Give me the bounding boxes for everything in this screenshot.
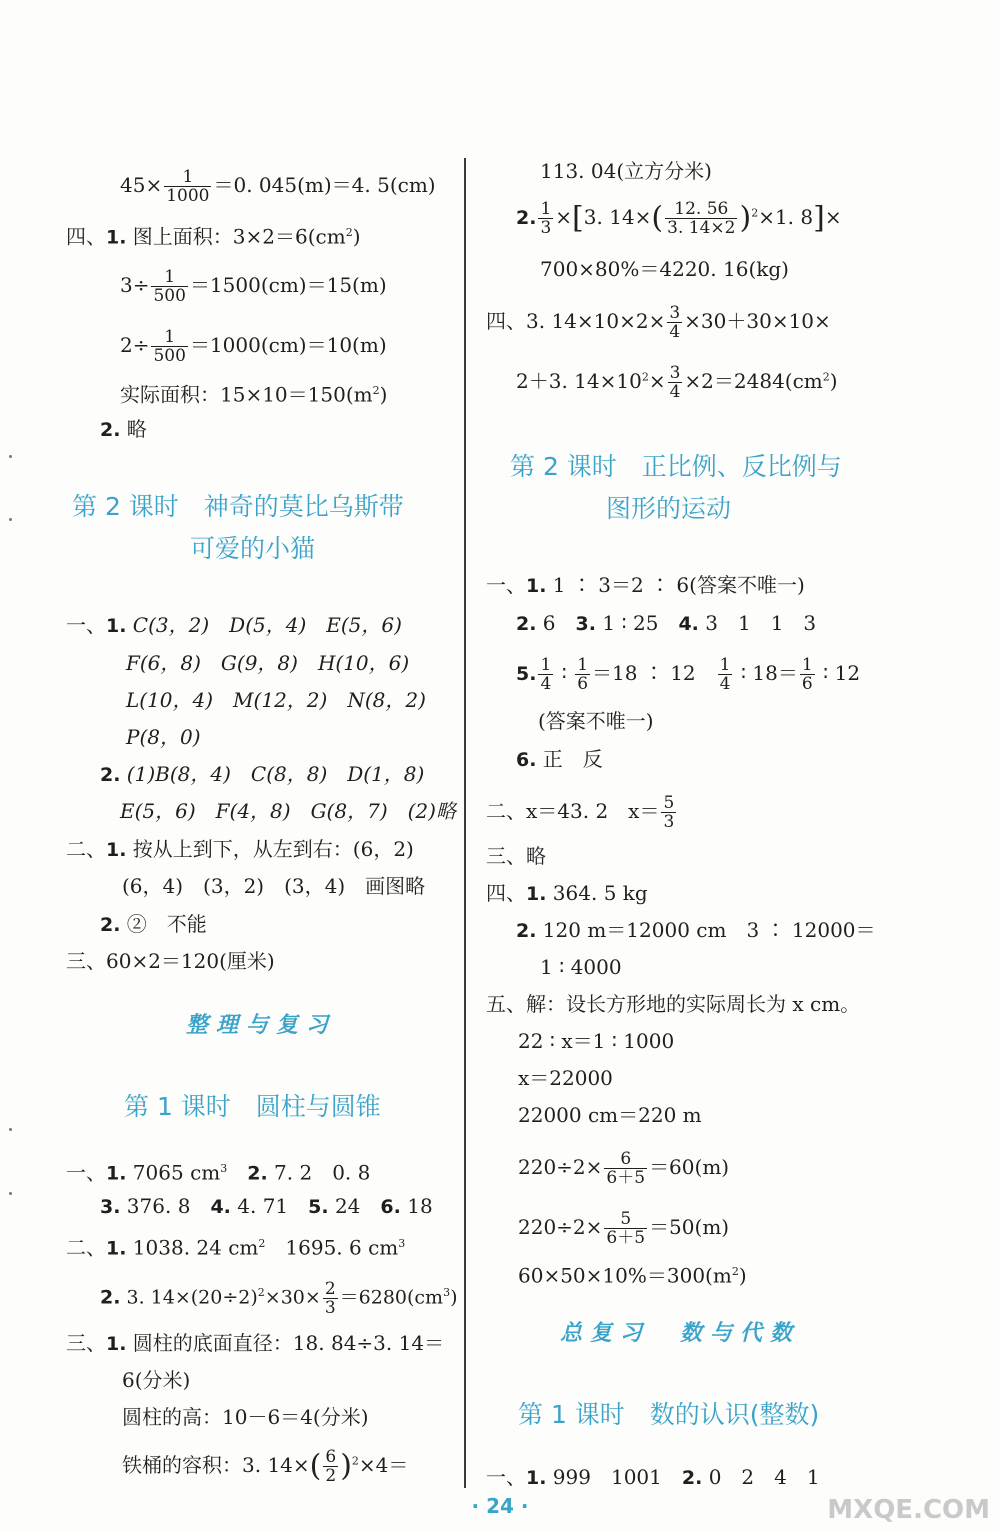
answer-line: 2. 6 3. 1 ∶ 25 4. 3 1 1 3	[516, 611, 817, 635]
answer-line: 四、1. 图上面积：$3\times 2=6(cm^2)$	[66, 224, 361, 249]
answer-line: 一、1. C(3，2) D(5，4) E(5，6)	[66, 613, 402, 637]
answer-line: (6，4) (3，2) (3，4) 画图略	[122, 874, 426, 898]
answer-line: 2. 略	[100, 417, 147, 441]
fraction: $\frac{3}{4}$	[669, 303, 681, 342]
fraction: $\frac{1}{1000}$	[166, 167, 210, 206]
answer-line: 圆柱的高：10－6＝4(分米)	[122, 1405, 369, 1429]
answer-line: 2. ② 不能	[100, 912, 207, 936]
answer-line: $60\times 50\times 10\%=300(m^2)$	[518, 1263, 747, 1288]
answer-line: 2. $\frac{1}{3}$ ×[3. 14×( $\frac{12. 56}{3. 14\times 2}$ )$^2$×1. 8]×	[516, 199, 842, 238]
answer-line: 3÷ $\frac{1}{500}$ ＝1500(cm)＝15(m)	[120, 267, 387, 306]
section-heading: 第 1 课时 数的认识(整数)	[518, 1400, 820, 1429]
answer-line: L(10，4) M(12，2) N(8，2)	[126, 688, 426, 712]
fraction: $\frac{1}{500}$	[153, 327, 186, 366]
answer-line: 22000 cm＝220 m	[518, 1103, 702, 1127]
answer-line: 6. 正 反	[516, 747, 603, 771]
answer-line: F(6，8) G(9，8) H(10，6)	[126, 651, 410, 675]
answer-line: 220÷2× $\frac{5}{6+5}$ ＝50(m)	[518, 1209, 730, 1248]
section-heading: 图形的运动	[606, 494, 732, 523]
answer-line: 三、略	[486, 844, 546, 868]
answer-line: 45× $\frac{1}{1000}$ ＝0. 045(m)＝4. 5(cm)	[120, 167, 436, 206]
watermark: MXQE.COM	[827, 1495, 990, 1525]
fraction: $\frac{3}{4}$	[669, 363, 681, 402]
answer-line: 四、3. 14×10×2× $\frac{3}{4}$ ×30＋30×10×	[486, 303, 831, 342]
answer-line: 三、1. 圆柱的底面直径：18. 84÷3. 14＝	[66, 1331, 445, 1355]
section-heading: 第 2 课时 神奇的莫比乌斯带	[72, 492, 404, 521]
answer-line: 2＋3. $14\times 10^2\times$ $\frac{3}{4}$ $\times 2=2484(cm^2)$	[516, 363, 838, 402]
fraction: $\frac{1}{6}$	[801, 655, 813, 694]
answer-line: (答案不唯一)	[538, 709, 654, 733]
answer-line: 220÷2× $\frac{6}{6+5}$ ＝60(m)	[518, 1149, 730, 1188]
fraction: $\frac{1}{6}$	[577, 655, 589, 694]
answer-line: 113. 04(立方分米)	[540, 159, 712, 183]
answer-line: 6(分米)	[122, 1368, 191, 1392]
answer-line: 22 ∶ x＝1 ∶ 1000	[518, 1029, 675, 1053]
answer-line: 四、1. 364. 5 kg	[486, 881, 648, 905]
answer-line: 2. 120 m＝12000 cm 3 ∶ 12000＝	[516, 918, 876, 942]
scan-mark	[9, 1128, 12, 1131]
fraction: $\frac{6}{6+5}$	[606, 1149, 646, 1188]
section-heading: 第 2 课时 正比例、反比例与	[510, 452, 842, 481]
column-divider	[464, 158, 466, 1488]
fraction: $\frac{6}{2}$	[325, 1447, 337, 1486]
answer-line: 700×80%＝4220. 16(kg)	[540, 257, 789, 281]
fraction: $\frac{5}{3}$	[663, 793, 675, 832]
answer-line: 3. 376. 8 4. 4. 71 5. 24 6. 18	[100, 1194, 433, 1218]
answer-line: 实际面积：$15\times 10=150(m^2)$	[120, 382, 388, 407]
scan-mark	[9, 1192, 12, 1195]
fraction: $\frac{1}{4}$	[719, 655, 731, 694]
fraction: $\frac{2}{3}$	[324, 1279, 336, 1318]
answer-line: 5. $\frac{1}{4}$ ∶ $\frac{1}{6}$ ＝18 ∶ 12 $\frac{1}{4}$ ∶ 18＝ $\frac{1}{6}$ ∶ 12	[516, 655, 861, 694]
answer-line: 1 ∶ 4000	[540, 955, 622, 979]
scan-mark	[9, 518, 12, 521]
answer-line: 一、1. 7065 $cm^3$ 2. 7. 2 0. 8	[66, 1160, 371, 1185]
answer-line: 一、1. 1 ∶ 3＝2 ∶ 6(答案不唯一)	[486, 573, 805, 597]
answer-line: 2. 3. $14\times(20\div 2)^2\times 30\times$ $\frac{2}{3}$ $=6280(cm^3)$	[100, 1279, 458, 1318]
answer-line: P(8，0)	[126, 725, 201, 749]
fraction: $\frac{5}{6+5}$	[606, 1209, 646, 1248]
answer-line: 2. (1)B(8，4) C(8，8) D(1，8)	[100, 762, 425, 786]
answer-line: 2÷ $\frac{1}{500}$ ＝1000(cm)＝10(m)	[120, 327, 387, 366]
answer-line: 铁桶的容积：3. 14×( $\frac{6}{2}$ )$^2$×4＝	[122, 1447, 409, 1486]
section-heading: 总复习 数与代数	[560, 1321, 801, 1346]
section-heading: 整理与复习	[186, 1013, 337, 1038]
answer-line: 二、x＝43. 2 x＝ $\frac{5}{3}$	[486, 793, 675, 832]
answer-line: 三、60×2＝120(厘米)	[66, 949, 275, 973]
section-heading: 第 1 课时 圆柱与圆锥	[124, 1092, 381, 1121]
answer-line: 二、1. 1038. 24 $cm^2$ 1695. 6 $cm^3$	[66, 1235, 406, 1260]
answer-line: 一、1. 999 1001 2. 0 2 4 1	[486, 1465, 820, 1489]
page-number: · 24 ·	[471, 1494, 529, 1518]
fraction: $\frac{1}{4}$	[540, 655, 552, 694]
answer-line: 五、解：设长方形地的实际周长为 x cm。	[486, 992, 861, 1016]
section-heading: 可爱的小猫	[190, 534, 316, 563]
fraction: $\frac{12. 56}{3. 14\times 2}$	[667, 199, 736, 238]
answer-line: x＝22000	[518, 1066, 613, 1090]
answer-line: E(5，6) F(4，8) G(8，7) (2)略	[120, 799, 456, 823]
answer-line: 二、1. 按从上到下，从左到右：(6，2)	[66, 837, 414, 861]
fraction: $\frac{1}{500}$	[153, 267, 186, 306]
scan-mark	[9, 455, 12, 458]
fraction: $\frac{1}{3}$	[540, 199, 552, 238]
